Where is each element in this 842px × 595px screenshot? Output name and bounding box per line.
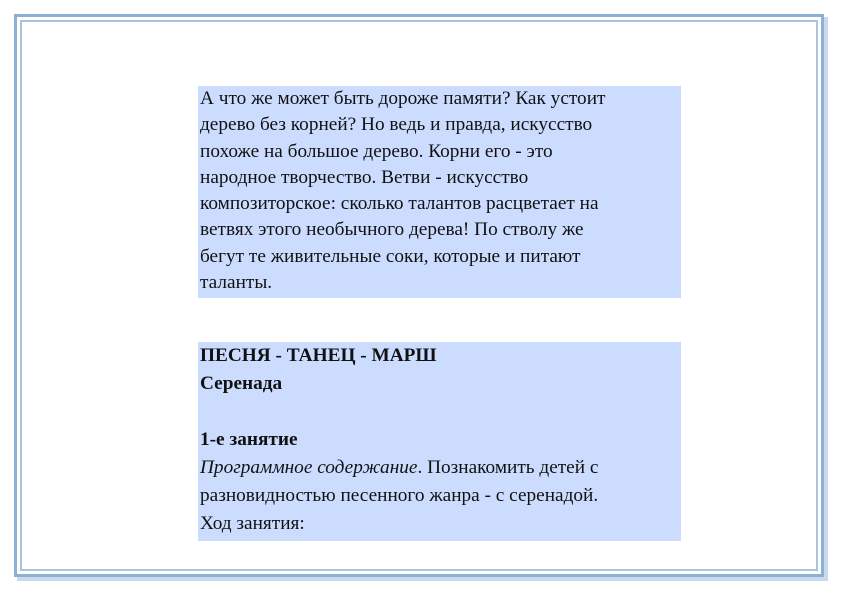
program-text: . Познакомить детей с [417, 457, 599, 478]
program-label: Программное содержание [200, 457, 418, 478]
section-subheading: Серенада [200, 373, 283, 394]
intro-paragraph [198, 86, 681, 298]
spacer [200, 398, 679, 426]
program-text-continued: разновидностью песенного жанра - с серенадой. [200, 485, 599, 506]
text-line: похоже на большое дерево. Корни его - это [200, 140, 553, 162]
lesson-title: 1-е занятие [200, 429, 298, 450]
frame-shadow-right [824, 17, 828, 580]
text-line: дерево без корней? Но ведь и правда, искусство [200, 114, 593, 136]
text-line: таланты. [200, 272, 273, 294]
program-line [200, 454, 679, 482]
section-heading: ПЕСНЯ - ТАНЕЦ - МАРШ [200, 345, 437, 366]
text-line: А что же может быть дороже памяти? Как устоит [200, 88, 606, 109]
text-line: ветвях этого необычного дерева! По стволу же [200, 219, 584, 241]
frame-shadow-bottom [17, 577, 828, 581]
course-label: Ход занятия: [200, 513, 305, 534]
text-line: бегут те живительные соки, которые и питают [200, 245, 581, 267]
text-line: народное творчество. Ветви - искусство [200, 166, 529, 188]
text-line: композиторское: сколько талантов расцветает на [200, 193, 599, 215]
lesson-section [198, 342, 681, 541]
